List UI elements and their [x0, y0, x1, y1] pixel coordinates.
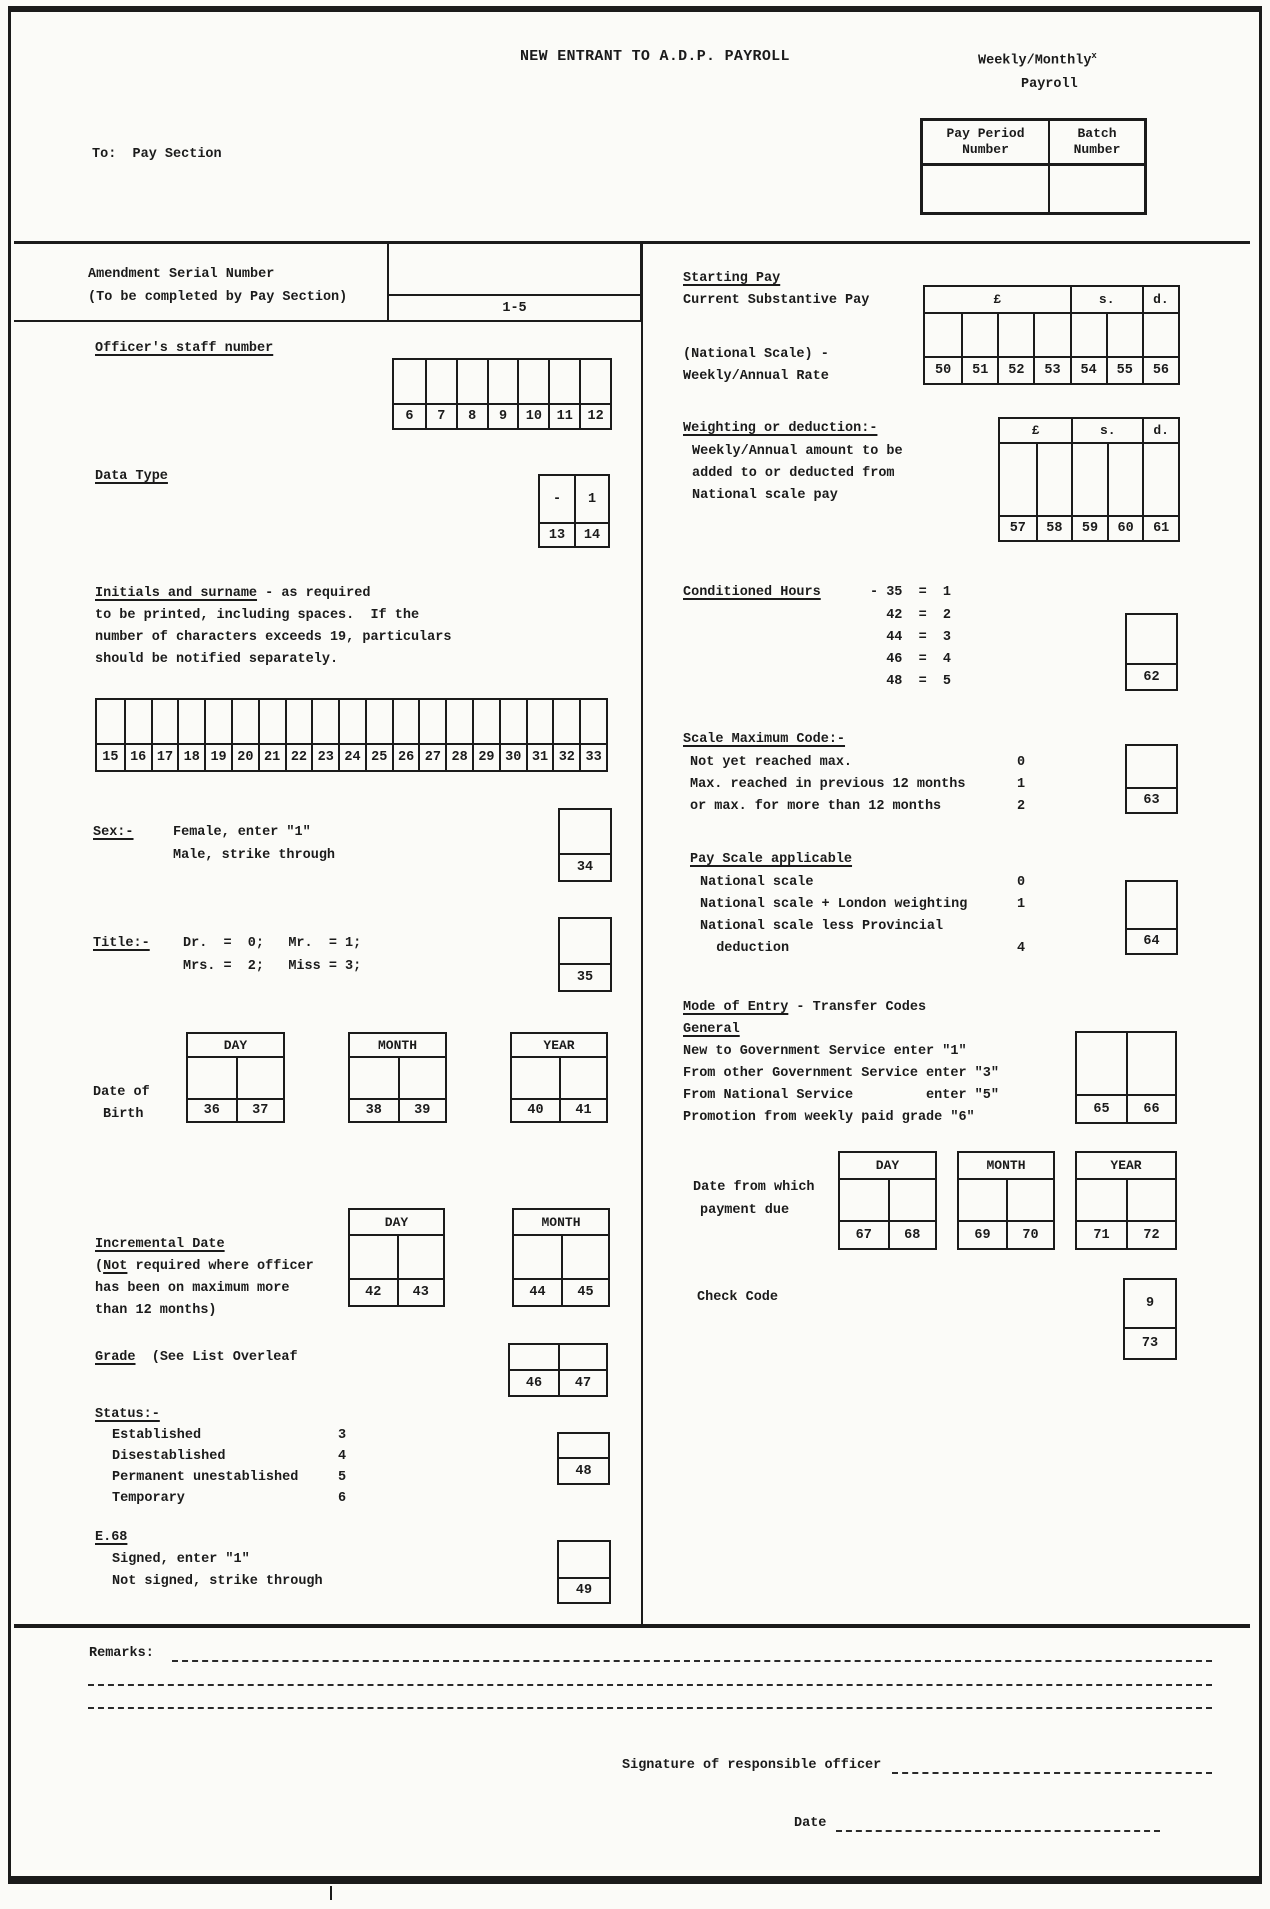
day-header: DAY [875, 1158, 900, 1173]
weighting-input-cell[interactable] [1000, 442, 1036, 515]
date-line[interactable] [836, 1830, 1160, 1832]
name-input-cell[interactable] [472, 700, 499, 743]
name-input-cell[interactable] [552, 700, 579, 743]
weighting-column-index: 61 [1142, 515, 1178, 540]
name-input-cell[interactable] [418, 700, 445, 743]
conditioned-hours-code: 46 = 4 [870, 652, 952, 667]
amendment-columns-range: 1-5 [389, 294, 640, 320]
amendment-serial-label-2: (To be completed by Pay Section) [88, 290, 348, 305]
status-code: 6 [338, 1491, 347, 1506]
weighting-input-cell[interactable] [1071, 442, 1107, 515]
conditioned-hours-label: Conditioned Hours [683, 585, 821, 600]
name-column-index: 31 [526, 743, 553, 770]
date-from-column-index: 69 [959, 1220, 1006, 1248]
amendment-serial-box [387, 242, 642, 322]
dob-column-index: 37 [236, 1098, 284, 1121]
status-code: 3 [338, 1428, 347, 1443]
date-from-column-index: 68 [888, 1220, 936, 1248]
scale-max-item: Max. reached in previous 12 months [690, 777, 966, 792]
month-header: MONTH [377, 1037, 417, 1053]
date-from-column-index: 71 [1077, 1220, 1126, 1248]
status-item: Disestablished [112, 1449, 226, 1464]
name-input-cell[interactable] [231, 700, 258, 743]
staff-number-column-index: 8 [456, 403, 487, 428]
signature-line[interactable] [892, 1772, 1212, 1774]
delete-as-appropriate-mark: x [1091, 51, 1097, 61]
weighting-input-cell[interactable] [1142, 442, 1178, 515]
date-from-column-index: 67 [840, 1220, 888, 1248]
payroll-frequency: Weekly/Monthly$^x$ [978, 51, 1097, 69]
initials-heading: Initials and surname - as required [95, 586, 371, 601]
starting-pay-column-index: 54 [1070, 356, 1106, 383]
status-item: Permanent unestablished [112, 1470, 299, 1485]
dob-day-input-cell[interactable] [236, 1056, 284, 1098]
staff-number-input-cell[interactable] [425, 360, 456, 403]
incremental-column-index: 44 [514, 1278, 561, 1305]
staff-number-column-index: 11 [548, 403, 579, 428]
grade-input-cell[interactable] [510, 1345, 558, 1369]
initials-line: number of characters exceeds 19, particulars [95, 630, 452, 645]
starting-pay-column-index: 56 [1142, 356, 1178, 383]
dob-column-index: 40 [512, 1098, 559, 1121]
form-title: NEW ENTRANT TO A.D.P. PAYROLL [520, 48, 790, 65]
date-from-label-1: Date from which [693, 1180, 815, 1195]
dob-year-input-cell[interactable] [559, 1056, 606, 1098]
starting-pay-input-cell[interactable] [961, 312, 997, 356]
grade-column-index: 46 [510, 1369, 558, 1395]
data-type-label: Data Type [95, 469, 168, 484]
pay-scale-code: 1 [1017, 897, 1026, 912]
data-type-value: 1 [574, 476, 608, 522]
date-from-month-box [957, 1151, 1055, 1250]
mode-line: New to Government Service enter "1" [683, 1044, 967, 1059]
date-from-month-input-cell[interactable] [959, 1178, 1006, 1220]
pay-scale-label: Pay Scale applicable [690, 852, 853, 867]
title-input-cell[interactable] [560, 919, 610, 963]
weighting-line: added to or deducted from [692, 466, 895, 481]
staff-number-column-index: 6 [394, 403, 425, 428]
dob-column-index: 36 [188, 1098, 236, 1121]
scale-max-code: 0 [1017, 755, 1026, 770]
dob-column-index: 41 [559, 1098, 606, 1121]
name-input-cell[interactable] [285, 700, 312, 743]
month-header: MONTH [541, 1214, 581, 1230]
sex-input-cell[interactable] [560, 810, 610, 853]
starting-pay-column-index: 51 [961, 356, 997, 383]
amendment-serial-label-1: Amendment Serial Number [88, 267, 275, 282]
mode-column-index: 66 [1126, 1094, 1175, 1122]
name-column-index: 23 [311, 743, 338, 770]
status-code: 5 [338, 1470, 347, 1485]
name-column-index: 15 [97, 743, 124, 770]
staff-number-column-index: 12 [579, 403, 610, 428]
staff-number-label: Officer's staff number [95, 341, 274, 356]
conditioned-hours-code: 42 = 2 [870, 608, 952, 623]
name-input-cell[interactable] [204, 700, 231, 743]
e68-option-not-signed: Not signed, strike through [112, 1574, 323, 1589]
dob-day-box [186, 1032, 285, 1123]
sex-label: Sex:- [93, 825, 134, 840]
pay-period-batch-table [920, 118, 1147, 215]
name-column-index: 25 [365, 743, 392, 770]
mode-input-cell[interactable] [1126, 1033, 1175, 1094]
name-input-cell[interactable] [177, 700, 204, 743]
starting-pay-input-cell[interactable] [1070, 312, 1106, 356]
sex-code-box [558, 808, 612, 882]
scale-max-column-index: 63 [1127, 787, 1176, 812]
signature-label: Signature of responsible officer [622, 1758, 882, 1773]
name-column-index: 24 [338, 743, 365, 770]
date-from-day-box [838, 1151, 937, 1250]
year-header: YEAR [543, 1037, 575, 1053]
remarks-line[interactable] [88, 1707, 1212, 1709]
date-from-year-input-cell[interactable] [1077, 1178, 1126, 1220]
conditioned-hours-code: 48 = 5 [870, 674, 952, 689]
date-from-year-box [1075, 1151, 1177, 1250]
weighting-heading: Weighting or deduction:- [683, 421, 878, 436]
grade-label: Grade (See List Overleaf [95, 1350, 298, 1365]
scale-max-label: Scale Maximum Code:- [683, 732, 846, 747]
name-column-index: 28 [445, 743, 472, 770]
mode-column-index: 65 [1077, 1094, 1126, 1122]
starting-pay-heading: Starting Pay [683, 271, 781, 286]
date-from-year-input-cell[interactable] [1126, 1178, 1175, 1220]
pay-scale-code: 4 [1017, 941, 1026, 956]
sex-column-index: 34 [560, 853, 610, 880]
dob-month-input-cell[interactable] [398, 1056, 446, 1098]
name-input-cell[interactable] [499, 700, 526, 743]
day-header: DAY [384, 1214, 409, 1230]
e68-column-index: 49 [559, 1577, 609, 1602]
pay-scale-column-index: 64 [1127, 928, 1176, 953]
dob-label-2: Birth [103, 1107, 144, 1122]
scale-max-item: or max. for more than 12 months [690, 799, 942, 814]
title-codes-line-2: Mrs. = 2; Miss = 3; [183, 959, 362, 974]
payroll-frequency-line2: Payroll [1021, 77, 1078, 92]
title-code-box [558, 917, 612, 992]
month-header: MONTH [986, 1158, 1026, 1173]
name-input-cell[interactable] [258, 700, 285, 743]
grade-box [508, 1343, 608, 1397]
conditioned-hours-code: - 35 = 1 [870, 585, 952, 600]
page-edge-tick [330, 1886, 332, 1900]
pay-scale-input-cell[interactable] [1127, 882, 1176, 928]
pay-period-number-cell[interactable] [923, 163, 1048, 212]
staff-number-input-cell[interactable] [579, 360, 610, 403]
staff-number-grid [392, 358, 612, 430]
scale-max-input-cell[interactable] [1127, 746, 1176, 787]
pay-scale-code: 0 [1017, 875, 1026, 890]
date-from-day-input-cell[interactable] [840, 1178, 888, 1220]
sex-option-male: Male, strike through [173, 848, 336, 863]
dob-year-input-cell[interactable] [512, 1056, 559, 1098]
date-label: Date [794, 1816, 827, 1831]
name-column-index: 20 [231, 743, 258, 770]
staff-number-column-index: 7 [425, 403, 456, 428]
year-header: YEAR [1110, 1158, 1142, 1173]
name-column-index: 32 [552, 743, 579, 770]
name-column-index: 16 [124, 743, 151, 770]
data-type-box [538, 474, 610, 548]
dob-month-input-cell[interactable] [350, 1056, 398, 1098]
incremental-month-input-cell[interactable] [514, 1234, 561, 1278]
name-column-index: 18 [177, 743, 204, 770]
name-input-cell[interactable] [579, 700, 606, 743]
grade-input-cell[interactable] [558, 1345, 606, 1369]
starting-pay-box [923, 285, 1180, 385]
incremental-month-input-cell[interactable] [561, 1234, 608, 1278]
scale-max-code: 2 [1017, 799, 1026, 814]
e68-input-cell[interactable] [559, 1542, 609, 1577]
dob-month-box [348, 1032, 447, 1123]
pay-scale-item: National scale [700, 875, 814, 890]
pence-header: d. [1142, 287, 1178, 312]
name-column-index: 17 [151, 743, 178, 770]
incremental-column-index: 42 [350, 1278, 397, 1305]
pay-scale-item: National scale less Provincial [700, 919, 944, 934]
incremental-date-label: Incremental Date [95, 1237, 225, 1252]
name-column-index: 22 [285, 743, 312, 770]
grade-column-index: 47 [558, 1369, 606, 1395]
date-from-day-input-cell[interactable] [888, 1178, 936, 1220]
weighting-input-cell[interactable] [1107, 442, 1143, 515]
name-input-cell[interactable] [97, 700, 124, 743]
rule-center-divider [641, 241, 643, 1627]
status-box [557, 1432, 610, 1485]
dob-year-box [510, 1032, 608, 1123]
amendment-serial-input-cell[interactable] [389, 244, 640, 294]
conditioned-hours-input-cell[interactable] [1127, 615, 1176, 663]
status-item: Established [112, 1428, 202, 1443]
incremental-note-1: (Not required where officer [95, 1259, 314, 1274]
name-column-index: 30 [499, 743, 526, 770]
incremental-day-input-cell[interactable] [397, 1234, 444, 1278]
weighting-column-index: 59 [1071, 515, 1107, 540]
dob-column-index: 39 [398, 1098, 446, 1121]
name-input-cell[interactable] [365, 700, 392, 743]
conditioned-hours-box [1125, 613, 1178, 691]
data-type-value: - [552, 491, 562, 507]
remarks-label: Remarks: [89, 1646, 154, 1661]
date-from-column-index: 70 [1006, 1220, 1053, 1248]
date-from-month-input-cell[interactable] [1006, 1178, 1053, 1220]
name-column-index: 21 [258, 743, 285, 770]
status-label: Status:- [95, 1407, 160, 1422]
status-item: Temporary [112, 1491, 185, 1506]
incremental-month-box [512, 1208, 610, 1307]
incremental-note-3: than 12 months) [95, 1303, 217, 1318]
status-column-index: 48 [559, 1457, 608, 1483]
pay-scale-item: National scale + London weighting [700, 897, 968, 912]
shillings-header: s. [1070, 287, 1142, 312]
initials-line: to be printed, including spaces. If the [95, 608, 420, 623]
data-type-column-index: 14 [574, 522, 608, 546]
name-column-index: 27 [418, 743, 445, 770]
incremental-day-box [348, 1208, 445, 1307]
incremental-note-2: has been on maximum more [95, 1281, 290, 1296]
day-header: DAY [223, 1037, 248, 1053]
pay-scale-item: deduction [700, 941, 790, 956]
name-column-index: 26 [392, 743, 419, 770]
name-input-cell[interactable] [526, 700, 553, 743]
shillings-header: s. [1071, 419, 1142, 442]
starting-pay-input-cell[interactable] [997, 312, 1033, 356]
mode-line: Promotion from weekly paid grade "6" [683, 1110, 975, 1125]
starting-pay-column-index: 52 [997, 356, 1033, 383]
e68-option-signed: Signed, enter "1" [112, 1552, 250, 1567]
scale-max-code: 1 [1017, 777, 1026, 792]
date-from-column-index: 72 [1126, 1220, 1175, 1248]
staff-number-input-cell[interactable] [548, 360, 579, 403]
staff-number-input-cell[interactable] [517, 360, 548, 403]
name-input-cell[interactable] [124, 700, 151, 743]
dob-day-input-cell[interactable] [188, 1056, 236, 1098]
starting-pay-note-2: Weekly/Annual Rate [683, 369, 829, 384]
remarks-line[interactable] [172, 1660, 1212, 1662]
mode-of-entry-box [1075, 1031, 1177, 1124]
mode-of-entry-label: Mode of Entry - Transfer Codes [683, 1000, 927, 1015]
batch-number-cell[interactable] [1048, 163, 1144, 212]
incremental-day-input-cell[interactable] [350, 1234, 397, 1278]
title-label: Title:- [93, 936, 150, 951]
data-type-column-index: 13 [540, 522, 574, 546]
starting-pay-input-cell[interactable] [1033, 312, 1069, 356]
staff-number-input-cell[interactable] [394, 360, 425, 403]
name-input-cell[interactable] [338, 700, 365, 743]
name-column-index: 19 [204, 743, 231, 770]
pence-header: d. [1142, 419, 1178, 442]
starting-pay-input-cell[interactable] [1106, 312, 1142, 356]
name-column-index: 33 [579, 743, 606, 770]
starting-pay-sub: Current Substantive Pay [683, 293, 870, 308]
title-column-index: 35 [560, 963, 610, 990]
starting-pay-column-index: 53 [1033, 356, 1069, 383]
scale-max-box [1125, 744, 1178, 814]
scale-max-item: Not yet reached max. [690, 755, 853, 770]
pounds-header: £ [993, 292, 1002, 307]
starting-pay-column-index: 55 [1106, 356, 1142, 383]
conditioned-hours-column-index: 62 [1127, 663, 1176, 689]
conditioned-hours-code: 44 = 3 [870, 630, 952, 645]
status-code: 4 [338, 1449, 347, 1464]
e68-box [557, 1540, 611, 1604]
pounds-header: £ [1031, 423, 1040, 438]
sex-option-female: Female, enter "1" [173, 825, 311, 840]
pay-scale-box [1125, 880, 1178, 955]
staff-number-column-index: 9 [487, 403, 518, 428]
starting-pay-note-1: (National Scale) - [683, 347, 829, 362]
weighting-column-index: 57 [1000, 515, 1036, 540]
staff-number-input-cell[interactable] [456, 360, 487, 403]
dob-label-1: Date of [93, 1085, 150, 1100]
batch-number-header: Batch Number [1048, 121, 1144, 163]
name-column-index: 29 [472, 743, 499, 770]
incremental-column-index: 43 [397, 1278, 444, 1305]
mode-general-label: General [683, 1022, 740, 1037]
date-from-label-2: payment due [700, 1203, 790, 1218]
pay-period-number-header: Pay Period Number [946, 126, 1025, 157]
check-code-box [1123, 1278, 1177, 1360]
mode-input-cell[interactable] [1077, 1033, 1126, 1094]
starting-pay-input-cell[interactable] [925, 312, 961, 356]
starting-pay-column-index: 50 [925, 356, 961, 383]
remarks-line[interactable] [88, 1684, 1212, 1686]
name-input-cell[interactable] [445, 700, 472, 743]
staff-number-column-index: 10 [517, 403, 548, 428]
weighting-input-cell[interactable] [1036, 442, 1072, 515]
mode-line: From National Service enter "5" [683, 1088, 999, 1103]
initials-line: should be notified separately. [95, 652, 339, 667]
weighting-line: Weekly/Annual amount to be [692, 444, 903, 459]
status-input-cell[interactable] [559, 1434, 608, 1457]
e68-label: E.68 [95, 1530, 128, 1545]
check-code-column-index: 73 [1125, 1327, 1175, 1358]
name-input-cell[interactable] [151, 700, 178, 743]
starting-pay-input-cell[interactable] [1142, 312, 1178, 356]
check-code-value: 9 [1145, 1296, 1155, 1311]
rule-bottom [14, 1624, 1250, 1628]
title-codes-line-1: Dr. = 0; Mr. = 1; [183, 936, 362, 951]
name-input-cell[interactable] [392, 700, 419, 743]
mode-line: From other Government Service enter "3" [683, 1066, 999, 1081]
staff-number-input-cell[interactable] [487, 360, 518, 403]
weighting-column-index: 58 [1036, 515, 1072, 540]
name-input-cell[interactable] [311, 700, 338, 743]
addressee-label: To: Pay Section [92, 147, 222, 162]
check-code-label: Check Code [697, 1290, 779, 1305]
incremental-column-index: 45 [561, 1278, 608, 1305]
weighting-column-index: 60 [1107, 515, 1143, 540]
name-grid [95, 698, 608, 772]
weighting-box [998, 417, 1180, 542]
dob-column-index: 38 [350, 1098, 398, 1121]
weighting-line: National scale pay [692, 488, 838, 503]
